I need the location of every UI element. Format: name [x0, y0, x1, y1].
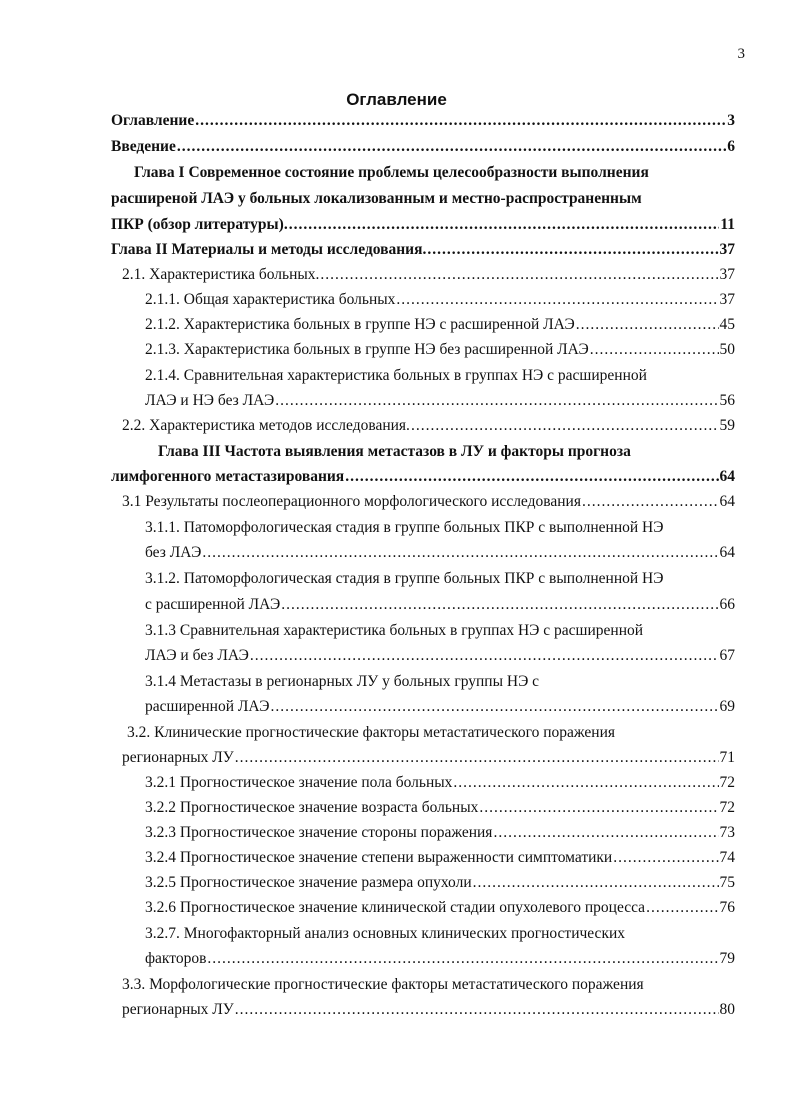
toc-leader: [202, 544, 718, 562]
toc-entry-page: 73: [719, 824, 735, 841]
toc-entry-title: 3.2.2 Прогностическое значение возраста больных: [145, 799, 479, 816]
toc-entry-title: с расширенной ЛАЭ: [145, 596, 281, 613]
toc-entry-title[interactable]: Глава III Частота выявления метастазов в ЛУ и факторы прогноза: [158, 443, 631, 460]
toc-entry-page: 79: [719, 950, 735, 967]
toc-leader: [453, 774, 718, 792]
toc-leader: [582, 493, 719, 511]
toc-leader: [396, 291, 718, 309]
toc-entry-page: 59: [719, 417, 735, 434]
toc-entry[interactable]: [111, 216, 735, 238]
toc-leader: [270, 698, 718, 716]
toc-entry-title[interactable]: 3.1.4 Метастазы в регионарных ЛУ у больных группы НЭ с: [145, 673, 540, 690]
toc-entry-page: 72: [719, 774, 735, 791]
toc-entry-page: 74: [719, 849, 735, 866]
toc-entry[interactable]: [111, 138, 735, 160]
page-number: 3: [737, 46, 745, 62]
toc-entry-page: 3: [727, 112, 735, 129]
toc-entry-page: 67: [719, 647, 735, 664]
toc-entry-title: расширеной ЛАЭ у больных локализованным и местно-распространенным: [111, 190, 642, 207]
toc-leader: [250, 647, 719, 665]
toc-entry-title: 3.2.3 Прогностическое значение стороны поражения: [145, 824, 493, 841]
toc-entry-page: 66: [719, 596, 735, 613]
toc-entry-title: 3.2.6 Прогностическое значение клинической стадии опухолевого процесса: [145, 899, 646, 916]
toc-entry-page: 80: [719, 1001, 735, 1018]
toc-leader: [646, 899, 718, 917]
toc-entry-page: 6: [727, 138, 735, 155]
toc-entry-page: 50: [719, 341, 735, 358]
toc-entry-page: 37: [719, 241, 735, 258]
toc-entry[interactable]: [122, 417, 735, 439]
toc-entry-title: лимфогенного метастазирования: [111, 468, 345, 485]
toc-leader: [207, 950, 718, 968]
toc-entry-page: 64: [719, 468, 735, 485]
toc-entry-page: 37: [719, 266, 735, 283]
toc-entry[interactable]: [111, 241, 735, 263]
toc-entry[interactable]: [145, 824, 735, 846]
page-title: Оглавление: [346, 90, 447, 109]
toc-entry[interactable]: [145, 291, 735, 313]
toc-leader: [479, 799, 718, 817]
toc-leader: [275, 392, 718, 410]
toc-entry-title: 3.2.1 Прогностическое значение пола больных: [145, 774, 453, 791]
toc-leader: [235, 1001, 719, 1019]
toc-leader: [289, 216, 720, 234]
toc-entry-title: Оглавление: [111, 112, 195, 129]
toc-entry-page: 76: [719, 899, 735, 916]
toc-entry[interactable]: [145, 392, 735, 414]
toc-entry-page: 64: [719, 544, 735, 561]
toc-entry-title: 2.1.2. Характеристика больных в группе НЭ с расширенной ЛАЭ: [145, 316, 575, 333]
toc-entry-title: Глава II Материалы и методы исследования.: [111, 241, 427, 258]
toc-entry-title: факторов: [145, 950, 207, 967]
toc-entry[interactable]: [145, 874, 735, 896]
toc-entry-title: 3.1 Результаты послеоперационного морфологического исследования: [122, 493, 581, 510]
toc-entry[interactable]: [145, 774, 735, 796]
toc-leader: [590, 341, 719, 359]
toc-leader: [427, 241, 718, 259]
toc-entry[interactable]: [122, 493, 735, 515]
toc-entry-title[interactable]: 3.2.7. Многофакторный анализ основных клинических прогностических: [145, 925, 626, 942]
toc-entry-title: расширенной ЛАЭ: [145, 698, 270, 715]
toc-entry-title[interactable]: Глава I Современное состояние проблемы целесообразности выполнения: [134, 164, 649, 181]
toc-entry-title: 3.2.5 Прогностическое значение размера опухоли: [145, 874, 472, 891]
toc-entry[interactable]: [145, 316, 735, 338]
toc-leader: [320, 266, 718, 284]
toc-leader: [473, 874, 719, 892]
toc-entry-title: Введение: [111, 138, 176, 155]
toc-leader: [411, 417, 719, 435]
toc-entry-title: ЛАЭ и НЭ без ЛАЭ: [145, 392, 275, 409]
toc-entry[interactable]: [111, 112, 735, 134]
toc-entry-title[interactable]: 3.3. Морфологические прогностические факторы метастатического поражения: [122, 976, 644, 993]
toc-leader: [177, 138, 726, 156]
toc-entry-title[interactable]: 3.2. Клинические прогностические факторы метастатического поражения: [127, 724, 615, 741]
toc-entry-title: регионарных ЛУ: [122, 1001, 234, 1018]
toc-leader: [493, 824, 718, 842]
toc-entry-page: 75: [719, 874, 735, 891]
toc-entry-title: 2.2. Характеристика методов исследования.: [122, 417, 410, 434]
toc-entry-title[interactable]: 3.1.3 Сравнительная характеристика больных в группах НЭ с расширенной: [145, 622, 644, 639]
toc-leader: [613, 849, 718, 867]
toc-entry-page: 64: [719, 493, 735, 510]
toc-leader: [235, 749, 719, 767]
toc-entry-title: без ЛАЭ: [145, 544, 202, 561]
toc-entry[interactable]: [122, 1001, 735, 1023]
toc-entry-page: 56: [719, 392, 735, 409]
toc-entry[interactable]: [145, 544, 735, 566]
toc-entry-title: ЛАЭ и без ЛАЭ: [145, 647, 249, 664]
toc-entry[interactable]: [145, 899, 735, 921]
toc-entry-page: 69: [719, 698, 735, 715]
toc-entry-title: 2.1.3. Характеристика больных в группе НЭ без расширенной ЛАЭ: [145, 341, 589, 358]
toc-entry-title: 2.1. Характеристика больных.: [122, 266, 320, 283]
toc-entry[interactable]: [122, 749, 735, 771]
toc-entry[interactable]: [145, 596, 735, 618]
toc-entry-title: ПКР (обзор литературы).: [111, 216, 288, 233]
toc-leader: [345, 468, 718, 486]
toc-entry[interactable]: [122, 266, 735, 288]
toc-entry-title[interactable]: 2.1.4. Сравнительная характеристика больных в группах НЭ с расширенной: [145, 367, 647, 384]
toc-entry[interactable]: [145, 341, 735, 363]
toc-entry[interactable]: [145, 698, 735, 720]
toc-entry-page: 72: [719, 799, 735, 816]
toc-entry-page: 71: [719, 749, 735, 766]
toc-entry[interactable]: [145, 799, 735, 821]
toc-leader: [281, 596, 718, 614]
toc-entry-page: 11: [720, 216, 735, 233]
toc-entry-page: 37: [719, 291, 735, 308]
toc-entry[interactable]: [145, 647, 735, 669]
toc-leader: [195, 112, 726, 130]
toc-entry[interactable]: [145, 849, 735, 871]
toc-entry-page: 45: [719, 316, 735, 333]
toc-entry-title[interactable]: 3.1.2. Патоморфологическая стадия в группе больных ПКР с выполненной НЭ: [145, 570, 664, 587]
toc-entry-title[interactable]: 3.1.1. Патоморфологическая стадия в группе больных ПКР с выполненной НЭ: [145, 519, 664, 536]
toc-entry-title: 3.2.4 Прогностическое значение степени выраженности симптоматики: [145, 849, 613, 866]
toc-entry-title: 2.1.1. Общая характеристика больных: [145, 291, 396, 308]
toc-entry[interactable]: [145, 950, 735, 972]
toc-entry[interactable]: [111, 468, 735, 490]
toc-entry-title: регионарных ЛУ: [122, 749, 234, 766]
toc-leader: [576, 316, 719, 334]
